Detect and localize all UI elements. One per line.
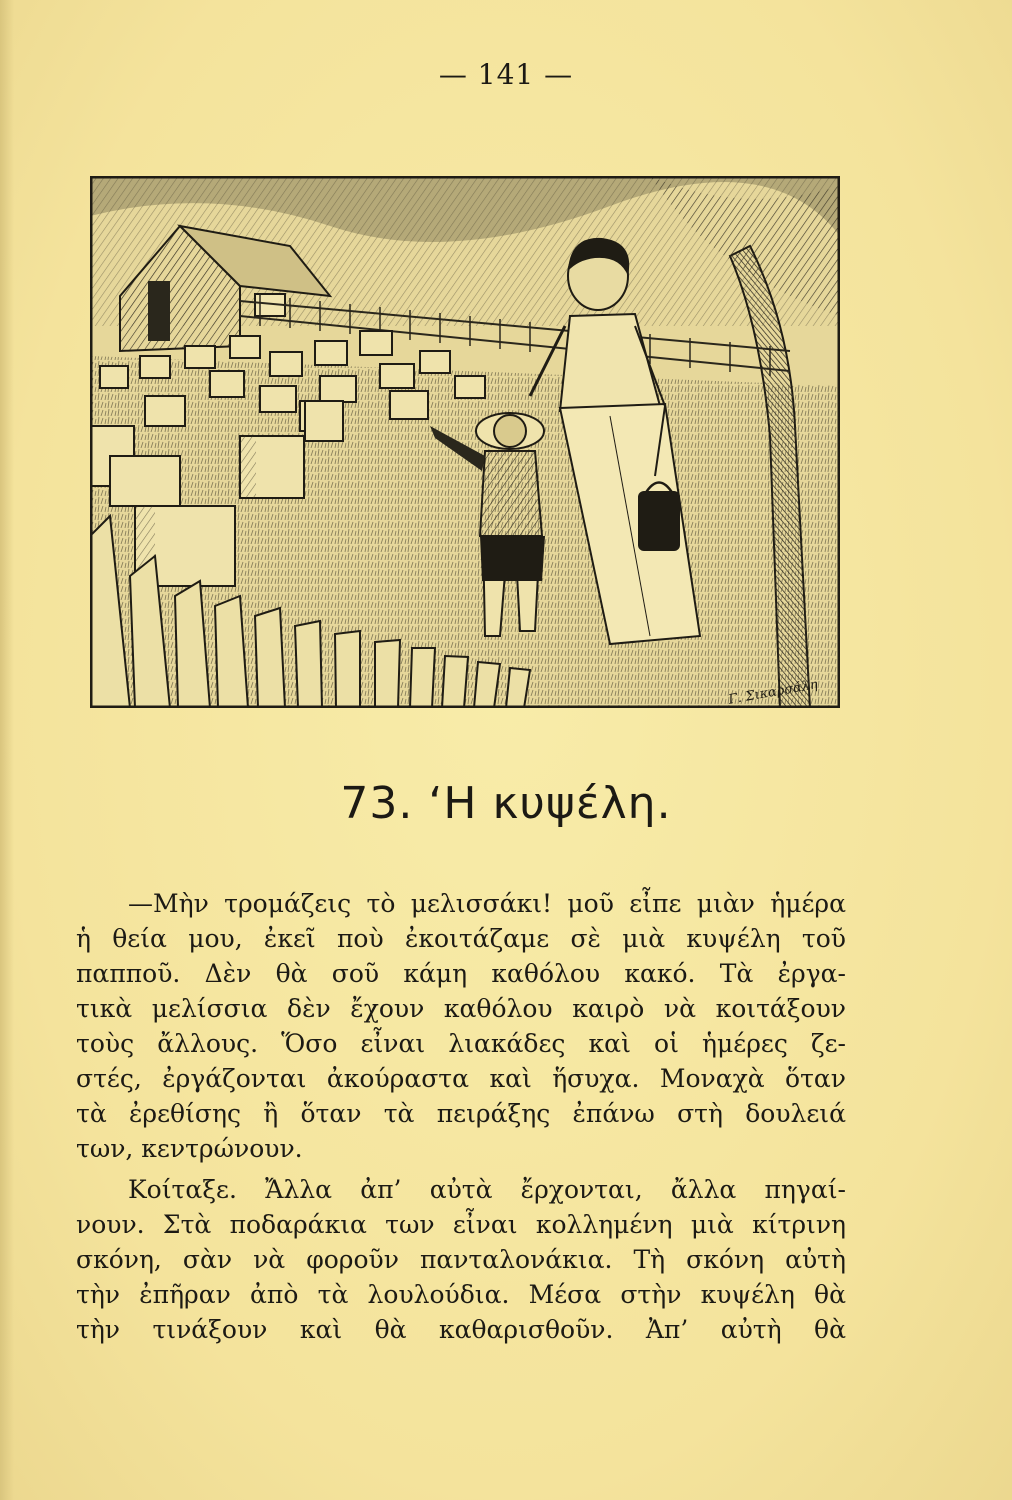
illustration-drawing — [90, 176, 840, 708]
body-text — [76, 886, 846, 1347]
text-line: σκόνη, σὰν νὰ φοροῦν πανταλονάκια. Τὴ σκόνη αὐτὴ — [76, 1245, 846, 1274]
text-line: τικὰ μελίσσια δὲν ἔχουν καθόλου καιρὸ νὰ κοιτάξουν — [76, 994, 846, 1023]
text-line: τὴν ἐπῆραν ἀπὸ τὰ λουλούδια. Μέσα στὴν κυψέλη θὰ — [76, 1280, 846, 1309]
page-number: — 141 — — [438, 58, 574, 91]
text-line: τὴν τινάξουν καὶ θὰ καθαρισθοῦν. Ἀπ’ αὐτὴ θὰ — [76, 1315, 846, 1344]
text-line: Κοίταξε. Ἄλλα ἀπ’ αὐτὰ ἔρχονται, ἄλλα πηγαί- — [128, 1175, 846, 1204]
text-line: των, κεντρώνουν. — [76, 1134, 303, 1163]
paragraph-1 — [76, 886, 846, 1166]
page-binding-edge — [0, 0, 14, 1500]
text-line: παπποῦ. Δὲν θὰ σοῦ κάμη καθόλου κακό. Τὰ ἐργα- — [76, 959, 846, 988]
text-line: τοὺς ἄλλους. Ὅσο εἶναι λιακάδες καὶ οἱ ἡμέρες ζε- — [76, 1029, 846, 1058]
illustrator-signature: Γ. Σικαρσάλη — [727, 677, 819, 708]
text-line: στές, ἐργάζονται ἀκούραστα καὶ ἥσυχα. Μοναχὰ ὅταν — [76, 1064, 846, 1093]
text-line: τὰ ἐρεθίσης ἢ ὅταν τὰ πειράξης ἐπάνω στὴ δουλειά — [76, 1099, 846, 1128]
text-line: ἡ θεία μου, ἐκεῖ ποὺ ἐκοιτάζαμε σὲ μιὰ κυψέλη τοῦ — [76, 924, 846, 953]
text-line: νουν. Στὰ ποδαράκια των εἶναι κολλημένη μιὰ κίτρινη — [76, 1210, 846, 1239]
beehive-illustration — [90, 176, 840, 708]
chapter-title: 73. ‘Η κυψέλη. — [340, 778, 672, 829]
text-line: —Μὴν τρομάζεις τὸ μελισσάκι! μοῦ εἶπε μιὰν ἡμέρα — [128, 889, 846, 918]
paragraph-2 — [76, 1172, 846, 1347]
